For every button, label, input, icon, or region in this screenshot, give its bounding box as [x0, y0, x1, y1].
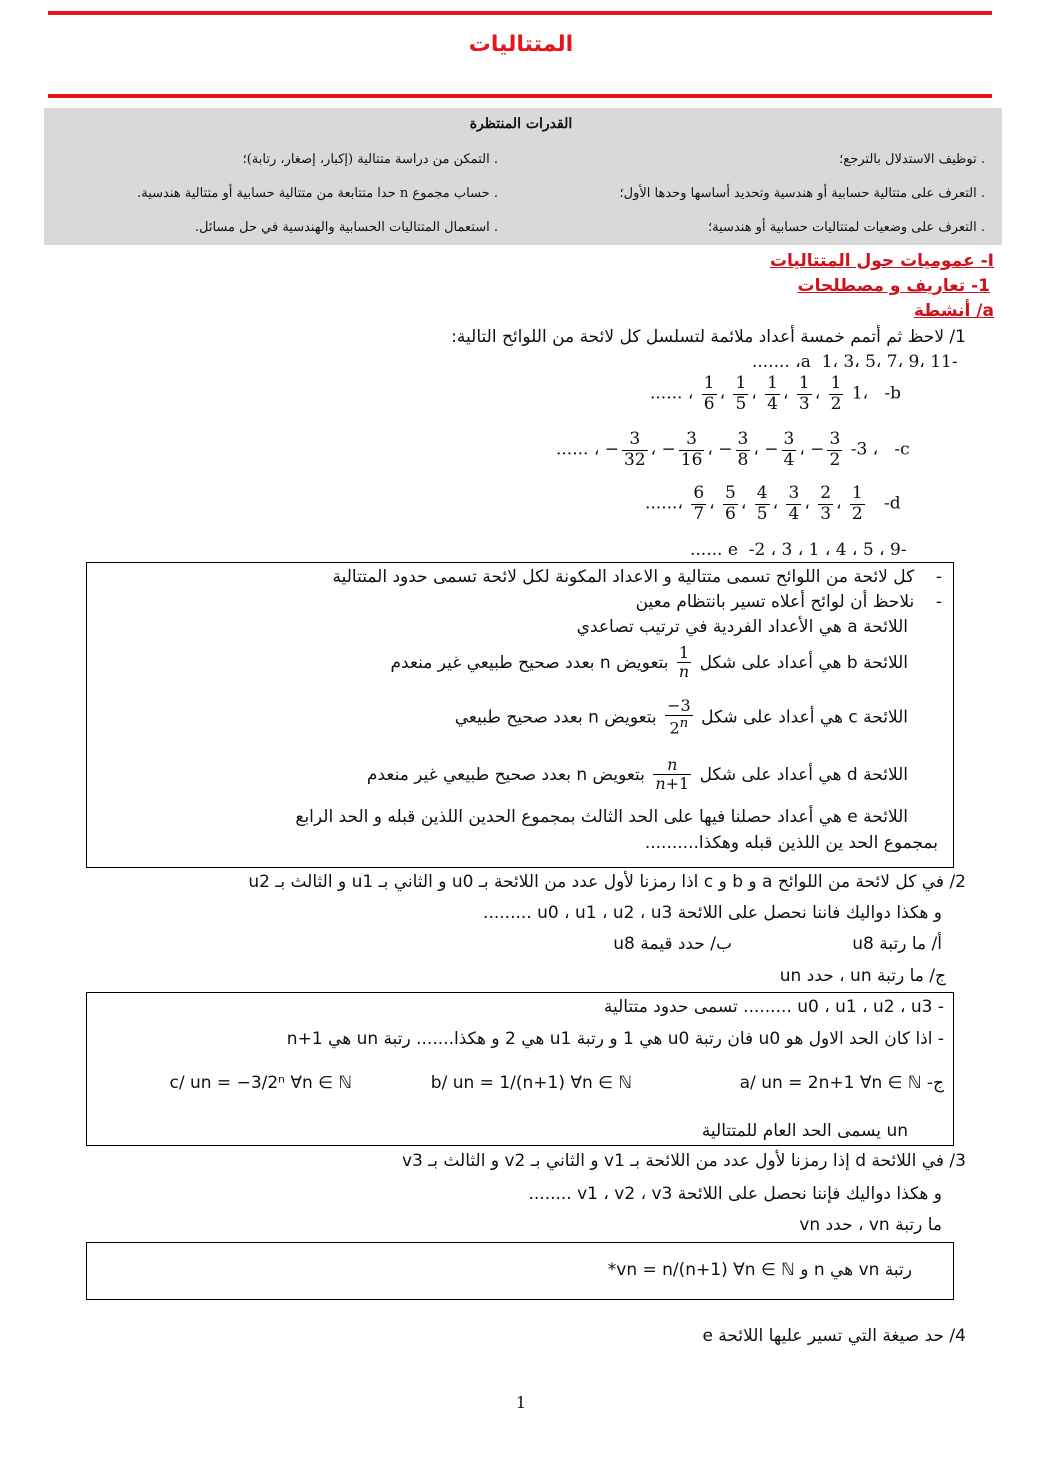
box1-line-8: بمجموع الحد ين اللذين قبله وهكذا..........: [644, 833, 938, 853]
box2-formula-c: c/ un = −3/2ⁿ ∀n ∈ ℕ: [169, 1073, 352, 1093]
box2-formula-b: b/ un = 1/(n+1) ∀n ∈ ℕ: [430, 1073, 632, 1093]
list-e-label: -e: [727, 540, 907, 560]
capacity-left-1: . التمكن من دراسة متتالية (إكبار، إصغار، رتابة)؛: [242, 152, 498, 167]
list-b-term-1: $\frac{1}{2}$: [830, 373, 842, 414]
list-c-term-5: $\frac{3}{32}$: [623, 429, 646, 470]
capacities-title: القدرات المنتظرة: [469, 116, 573, 132]
box1-line-6: اللائحة d هي أعداد على شكل $\frac{n}{n+1}$ بتعويض n بعدد صحيح طبيعي غير منعدم: [366, 755, 908, 794]
header-rule: [48, 94, 992, 98]
list-c-label: -c: [894, 439, 910, 460]
list-a: [752, 352, 958, 372]
list-c-term-4: $\frac{3}{16}$: [680, 429, 703, 470]
list-b-label: -b: [884, 383, 902, 404]
list-c-first: -3 ،: [850, 439, 879, 460]
activity3-line-3: ما رتبة vn ، حدد vn: [799, 1215, 942, 1235]
box1-line-5: اللائحة c هي أعداد على شكل $\frac{-3}{2^n}$ بتعويض n بعدد صحيح طبيعي: [454, 696, 908, 738]
list-d-term-6: $\frac{6}{7}$: [693, 483, 705, 524]
box2-line-2: - اذا كان الحد الاول هو u0 فان رتبة u0 هي 1 و رتبة u1 هي 2 و هكذا....... رتبة un هي n+1: [286, 1029, 944, 1049]
page-title: المتتاليات: [468, 32, 574, 57]
box2-formula-a: ج- a/ un = 2n+1 ∀n ∈ ℕ: [739, 1073, 944, 1093]
activity2-line-4: ج/ ما رتبة un ، حدد un: [779, 966, 946, 986]
list-e: [690, 540, 907, 560]
list-c-term-1: $\frac{3}{2}$: [829, 429, 841, 470]
box1-line-1: - كل لائحة من اللوائح تسمى متتالية و الاعداد المكونة لكل لائحة تسمى حدود المتتالية: [332, 567, 942, 587]
capacity-right-2: . التعرف على متتالية حسابية أو هندسية وتحديد أساسها وحدها الأول؛: [619, 186, 985, 201]
activity2-line-1: 2/ في كل لائحة من اللوائح a و b و c اذا رمزنا لأول عدد من اللائحة بـ u0 و الثاني بـ u1 و الثالث بـ u2: [248, 872, 966, 892]
list-e-values: -2 ، 3 ، 1 ، 4 ، 5 ، 9 ......: [690, 540, 901, 560]
activity3-line-1: 3/ في اللائحة d إذا رمزنا لأول عدد من اللائحة بـ v1 و الثاني بـ v2 و الثالث بـ v3: [401, 1151, 966, 1171]
list-b-term-5: $\frac{1}{6}$: [703, 373, 715, 414]
list-d-term-2: $\frac{2}{3}$: [820, 483, 832, 524]
list-b: ...... ، $\frac{1}{6}$ ، $\frac{1}{5}$ ، $\frac{1}{4}$ ، $\frac{1}{3}$ ، $\frac{1}{2}$ 1، -b: [650, 373, 902, 414]
list-c: ...... ، − $\frac{3}{32}$ ، − $\frac{3}{16}$ ، − $\frac{3}{8}$ ، − $\frac{3}{4}$ ، − $\frac{3}{2}$ -3 ، -c: [556, 429, 910, 470]
box1-line-2: - نلاحظ أن لوائح أعلاه تسير بانتظام معين: [635, 592, 942, 612]
box2-line-4: un يسمى الحد العام للمتتالية: [701, 1121, 908, 1141]
activity2-line-2: و هكذا دواليك فاننا نحصل على اللائحة u0 ، u1 ، u2 ، u3 .........: [483, 903, 942, 923]
top-rule: [48, 11, 992, 15]
list-b-ellipsis: ......: [650, 383, 683, 404]
list-b-term-4: $\frac{1}{5}$: [735, 373, 747, 414]
box2-line-1: - u0 ، u1 ، u2 ، u3 ......... تسمى حدود متتالية: [603, 997, 944, 1017]
capacity-left-2: . حساب مجموع n حدا متتابعة من متتالية حسابية أو متتالية هندسية.: [137, 186, 498, 201]
list-d-term-4: $\frac{4}{5}$: [756, 483, 768, 524]
list-d: ......، $\frac{6}{7}$ ، $\frac{5}{6}$ ، $\frac{4}{5}$ ، $\frac{3}{4}$ ، $\frac{2}{3}$ ، $\frac{1}{2}$ -d: [645, 483, 901, 524]
list-b-first: 1،: [851, 383, 869, 404]
list-a-label: -a: [800, 352, 958, 372]
section-heading-2: 1- تعاريف و مصطلحات: [797, 276, 990, 296]
box1-line-3: اللائحة a هي الأعداد الفردية في ترتيب تصاعدي: [576, 617, 908, 637]
list-d-term-3: $\frac{3}{4}$: [788, 483, 800, 524]
box1-line-4: اللائحة b هي أعداد على شكل $\frac{1}{n}$ بتعويض n بعدد صحيح طبيعي غير منعدم: [390, 643, 908, 682]
activity1-prompt: 1/ لاحظ ثم أتمم خمسة أعداد ملائمة لتسلسل كل لائحة من اللوائح التالية:: [451, 327, 966, 347]
list-d-term-5: $\frac{5}{6}$: [725, 483, 736, 524]
list-b-term-3: $\frac{1}{4}$: [767, 373, 778, 414]
activity3-line-2: و هكذا دواليك فإننا نحصل على اللائحة v1 ، v2 ، v3 ........: [528, 1184, 942, 1204]
list-a-values: 1، 3، 5، 7، 9، 11، .......: [752, 352, 952, 372]
activity2-line-3a: أ/ ما رتبة u8: [852, 934, 942, 954]
section-heading-1: I- عموميات حول المتتاليات: [769, 251, 994, 271]
capacity-left-3: . استعمال المتتاليات الحسابية والهندسية في حل مسائل.: [194, 220, 498, 235]
section-heading-3: a/ أنشطة: [914, 301, 994, 321]
box3-text: رتبة vn هي n و vn = n/(n+1) ∀n ∈ ℕ*: [607, 1260, 912, 1280]
capacity-right-3: . التعرف على وضعيات لمتتاليات حسابية أو هندسية؛: [708, 220, 985, 235]
list-c-term-2: $\frac{3}{4}$: [783, 429, 795, 470]
activity4-line-1: 4/ حد صيغة التي تسير عليها اللائحة e: [702, 1326, 966, 1346]
list-c-ellipsis: ......: [556, 439, 589, 460]
capacity-right-1: . توظيف الاستدلال بالترجع؛: [839, 152, 985, 167]
activity2-line-3b: ب/ حدد قيمة u8: [613, 934, 732, 954]
list-d-term-1: $\frac{1}{2}$: [851, 483, 863, 524]
list-d-ellipsis: ......: [645, 493, 678, 514]
list-c-term-3: $\frac{3}{8}$: [737, 429, 749, 470]
list-d-label: -d: [883, 493, 901, 514]
list-b-term-2: $\frac{1}{3}$: [798, 373, 810, 414]
page-number: 1: [515, 1393, 527, 1412]
box1-line-7: اللائحة e هي أعداد حصلنا فيها على الحد الثالث بمجموع الحدين اللذين قبله و الحد الرابع: [295, 807, 908, 827]
